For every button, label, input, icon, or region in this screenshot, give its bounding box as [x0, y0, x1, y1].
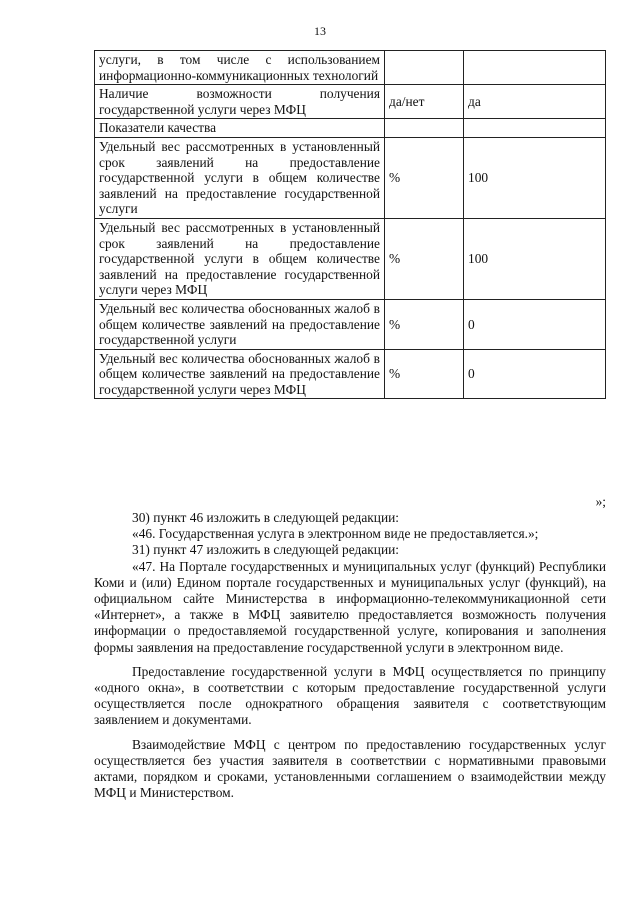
indicator-name: Удельный вес количества обоснованных жалоб в общем количестве заявлений на предоставление государственной услуги через МФЦ: [95, 349, 385, 399]
table-closing-quote: »;: [595, 494, 606, 509]
paragraph: Взаимодействие МФЦ с центром по предоставлению государственных услуг осуществляется без участия заявителя в соответствии с нормативными правовыми актами, порядком и сроками, установленными соглашением о взаимодействии между МФЦ и Министерством.: [94, 736, 606, 801]
paragraph: Предоставление государственной услуги в МФЦ осуществляется по принципу «одного окна», в соответствии с которым предоставление государственной услуги осуществляется после однократного обращения заявителя с соответствующим заявлением и документами.: [94, 663, 606, 728]
indicator-unit: [385, 51, 464, 85]
table-section-row: [95, 119, 606, 138]
amendment-text: «47. На Портале государственных и муниципальных услуг (функций) Республики Коми и (или) Едином портале государственных и муниципальных услуг (функций), на официальном сайте Министерства в информационно-телекоммуникационной сети «Интернет», а также в МФЦ заявителю предоставляется возможность получения информации о предоставляемой государственной услуге, копирования и заполнения формы заявления на предоставление государственной услуги в электронном виде.: [94, 558, 606, 655]
indicator-name: Удельный вес рассмотренных в установленный срок заявлений на предоставление государственной услуги в общем количестве заявлений на предоставление государственной услуги через МФЦ: [95, 218, 385, 299]
indicator-value: 100: [464, 218, 606, 299]
table-row: [95, 349, 606, 399]
table-row: [95, 299, 606, 349]
table-row: [95, 51, 606, 85]
amendment-item: 30) пункт 46 изложить в следующей редакции:: [132, 510, 400, 525]
indicator-unit: %: [385, 299, 464, 349]
indicator-name: Наличие возможности получения государственной услуги через МФЦ: [95, 85, 385, 119]
indicator-value: да: [464, 85, 606, 119]
indicator-unit: %: [385, 349, 464, 399]
table-row: [95, 85, 606, 119]
indicator-value: 0: [464, 299, 606, 349]
indicator-value: 100: [464, 137, 606, 218]
amendment-text: «46. Государственная услуга в электронном виде не предоставляется.»;: [132, 526, 539, 542]
section-heading: Показатели качества: [95, 119, 385, 138]
indicator-unit: %: [385, 137, 464, 218]
indicator-name: Удельный вес рассмотренных в установленный срок заявлений на предоставление государственной услуги в общем количестве заявлений на предоставление государственной услуги: [95, 137, 385, 218]
indicator-value: 0: [464, 349, 606, 399]
quality-indicators-table: [94, 50, 606, 399]
table-row: [95, 218, 606, 299]
indicator-name: Удельный вес количества обоснованных жалоб в общем количестве заявлений на предоставление государственной услуги: [95, 299, 385, 349]
empty-cell: [464, 119, 606, 138]
indicator-name: услуги, в том числе с использованием информационно-коммуникационных технологий: [95, 51, 385, 85]
amendment-item: 31) пункт 47 изложить в следующей редакции:: [132, 542, 400, 558]
indicator-unit: %: [385, 218, 464, 299]
table-row: [95, 137, 606, 218]
indicator-value: [464, 51, 606, 85]
indicator-unit: да/нет: [385, 85, 464, 119]
document-body: [94, 510, 606, 801]
empty-cell: [385, 119, 464, 138]
page-number: 13: [314, 24, 326, 38]
